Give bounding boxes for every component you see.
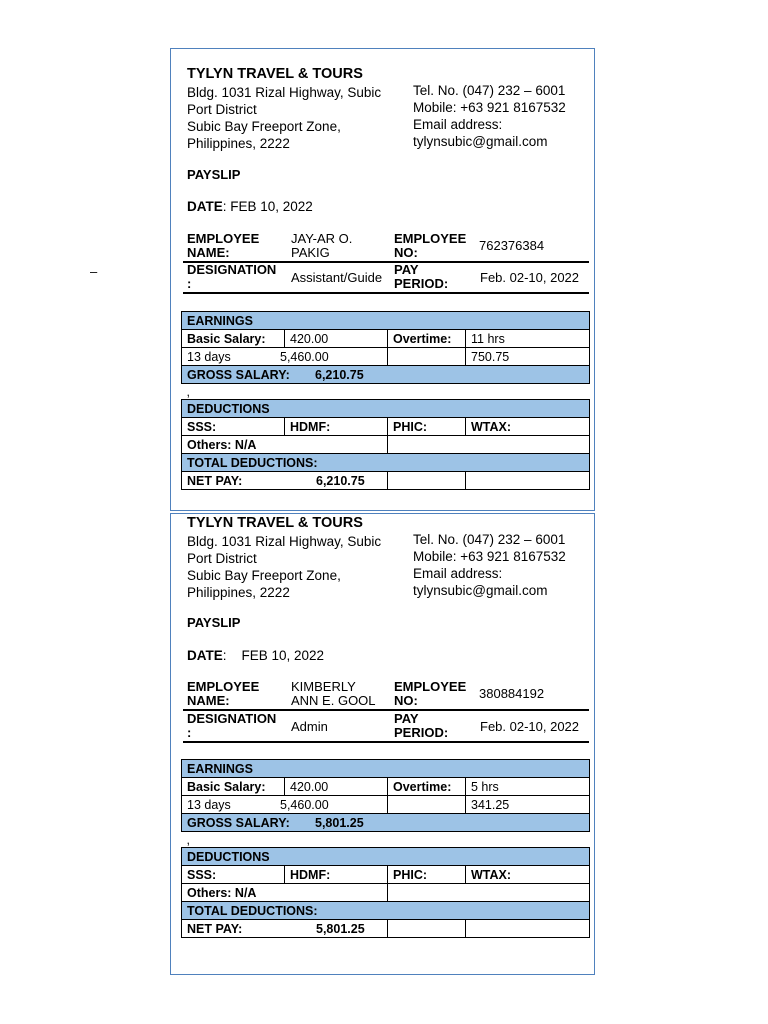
value-line: KIMBERLY: [291, 679, 356, 694]
designation-label: [187, 263, 276, 291]
hdmf-label: HDMF:: [285, 418, 388, 436]
employee-name-label: [187, 232, 259, 260]
label-line: NO:: [394, 693, 418, 708]
gross-salary-row: [182, 814, 590, 832]
hdmf-label: HDMF:: [285, 866, 388, 884]
contact-line: Mobile: +63 921 8167532: [413, 100, 566, 115]
company-name: TYLYN TRAVEL & TOURS: [187, 66, 363, 82]
overtime-label: Overtime:: [388, 778, 466, 796]
overtime-hours: 5 hrs: [466, 778, 590, 796]
gross-salary-row: [182, 366, 590, 384]
pay-period-label: [394, 712, 448, 740]
deductions-header: DEDUCTIONS: [182, 400, 590, 418]
basic-days-cell: [182, 796, 388, 814]
phic-label: PHIC:: [388, 866, 466, 884]
value-line: PAKIG: [291, 245, 330, 260]
empty-cell: [388, 348, 466, 366]
empty-cell: [388, 796, 466, 814]
empty-cell: [466, 920, 590, 938]
total-deductions-header: TOTAL DEDUCTIONS:: [182, 454, 590, 472]
overtime-label: Overtime:: [388, 330, 466, 348]
divider-line: [183, 741, 589, 743]
gross-salary-label: GROSS SALARY:: [187, 815, 290, 830]
designation-value: Assistant/Guide: [291, 270, 383, 285]
contact-line: tylynsubic@gmail.com: [413, 583, 548, 598]
designation-value: Admin: [291, 719, 328, 734]
employee-name-value: [291, 680, 376, 708]
payslip-date: [187, 199, 313, 214]
payslip-table: [181, 311, 590, 490]
net-pay-label: NET PAY:: [187, 921, 243, 936]
employee-name-label: [187, 680, 259, 708]
separator: ,: [186, 384, 190, 399]
address-line: Subic Bay Freeport Zone,: [187, 119, 341, 134]
earnings-header: EARNINGS: [182, 760, 590, 778]
label-line: :: [187, 725, 192, 740]
label-line: NAME:: [187, 693, 230, 708]
address-line: Philippines, 2222: [187, 136, 290, 151]
overtime-total: 341.25: [466, 796, 590, 814]
days-count: 13 days: [187, 349, 231, 364]
contact-line: tylynsubic@gmail.com: [413, 134, 548, 149]
company-name: TYLYN TRAVEL & TOURS: [187, 515, 363, 531]
gross-salary-label: GROSS SALARY:: [187, 367, 290, 382]
payslip-heading: PAYSLIP: [187, 615, 241, 630]
value-line: ANN E. GOOL: [291, 693, 376, 708]
employee-name-value: [291, 232, 352, 260]
sss-label: SSS:: [182, 866, 285, 884]
company-contact: [413, 82, 566, 150]
pay-period-value: Feb. 02-10, 2022: [480, 719, 580, 734]
payslip-card: [170, 48, 595, 511]
basic-rate: 420.00: [285, 330, 388, 348]
payslip-table: [181, 759, 590, 938]
label-line: PAY: [394, 711, 419, 726]
gross-salary-value: 6,210.75: [315, 368, 364, 382]
payslip-heading: PAYSLIP: [187, 167, 241, 182]
empty-cell: [388, 472, 466, 490]
address-line: Bldg. 1031 Rizal Highway, Subic: [187, 534, 382, 549]
payslip-date: [187, 648, 324, 663]
label-line: NO:: [394, 245, 418, 260]
net-pay-cell: [182, 920, 388, 938]
pay-period-label: [394, 263, 448, 291]
date-label: DATE: [187, 199, 223, 214]
contact-line: Tel. No. (047) 232 – 6001: [413, 532, 566, 547]
employee-no-value: 380884192: [479, 686, 545, 701]
gross-salary-value: 5,801.25: [315, 816, 364, 830]
basic-salary-label: Basic Salary:: [182, 778, 285, 796]
address-line: Bldg. 1031 Rizal Highway, Subic: [187, 85, 382, 100]
basic-salary-label: Basic Salary:: [182, 330, 285, 348]
empty-cell: [466, 472, 590, 490]
overtime-total: 750.75: [466, 348, 590, 366]
stray-dash: –: [90, 264, 98, 279]
label-line: :: [187, 276, 192, 291]
designation-label: [187, 712, 276, 740]
payslip-card: [170, 513, 595, 975]
overtime-hours: 11 hrs: [466, 330, 590, 348]
label-line: EMPLOYEE: [187, 679, 260, 694]
address-line: Port District: [187, 551, 257, 566]
label-line: NAME:: [187, 245, 230, 260]
net-pay-value: 6,210.75: [316, 474, 365, 488]
contact-line: Email address:: [413, 117, 503, 132]
basic-rate: 420.00: [285, 778, 388, 796]
contact-line: Email address:: [413, 566, 503, 581]
address-line: Subic Bay Freeport Zone,: [187, 568, 341, 583]
empty-cell: [388, 436, 590, 454]
pay-period-value: Feb. 02-10, 2022: [480, 270, 580, 285]
label-line: EMPLOYEE: [394, 231, 467, 246]
empty-cell: [388, 884, 590, 902]
sss-label: SSS:: [182, 418, 285, 436]
phic-label: PHIC:: [388, 418, 466, 436]
basic-total: 5,460.00: [280, 350, 329, 364]
net-pay-value: 5,801.25: [316, 922, 365, 936]
label-line: EMPLOYEE: [394, 679, 467, 694]
address-line: Port District: [187, 102, 257, 117]
date-value: : FEB 10, 2022: [222, 199, 313, 214]
divider-line: [183, 292, 589, 294]
others-label: Others: N/A: [182, 884, 388, 902]
label-line: PERIOD:: [394, 276, 449, 291]
deductions-header: DEDUCTIONS: [182, 848, 590, 866]
separator: ,: [186, 832, 190, 847]
empty-cell: [388, 920, 466, 938]
company-address: [187, 533, 381, 601]
net-pay-cell: [182, 472, 388, 490]
contact-line: Mobile: +63 921 8167532: [413, 549, 566, 564]
net-pay-label: NET PAY:: [187, 473, 243, 488]
date-value: : FEB 10, 2022: [222, 648, 325, 663]
employee-no-label: [394, 680, 466, 708]
others-label: Others: N/A: [182, 436, 388, 454]
date-label: DATE: [187, 648, 223, 663]
label-line: PERIOD:: [394, 725, 449, 740]
value-line: JAY-AR O.: [291, 231, 353, 246]
company-contact: [413, 531, 566, 599]
wtax-label: WTAX:: [466, 866, 590, 884]
basic-days-cell: [182, 348, 388, 366]
earnings-header: EARNINGS: [182, 312, 590, 330]
label-line: PAY: [394, 262, 419, 277]
wtax-label: WTAX:: [466, 418, 590, 436]
label-line: DESIGNATION: [187, 711, 277, 726]
contact-line: Tel. No. (047) 232 – 6001: [413, 83, 566, 98]
address-line: Philippines, 2222: [187, 585, 290, 600]
employee-no-value: 762376384: [479, 238, 545, 253]
total-deductions-header: TOTAL DEDUCTIONS:: [182, 902, 590, 920]
employee-no-label: [394, 232, 466, 260]
label-line: DESIGNATION: [187, 262, 277, 277]
basic-total: 5,460.00: [280, 798, 329, 812]
days-count: 13 days: [187, 797, 231, 812]
label-line: EMPLOYEE: [187, 231, 260, 246]
company-address: [187, 84, 381, 152]
